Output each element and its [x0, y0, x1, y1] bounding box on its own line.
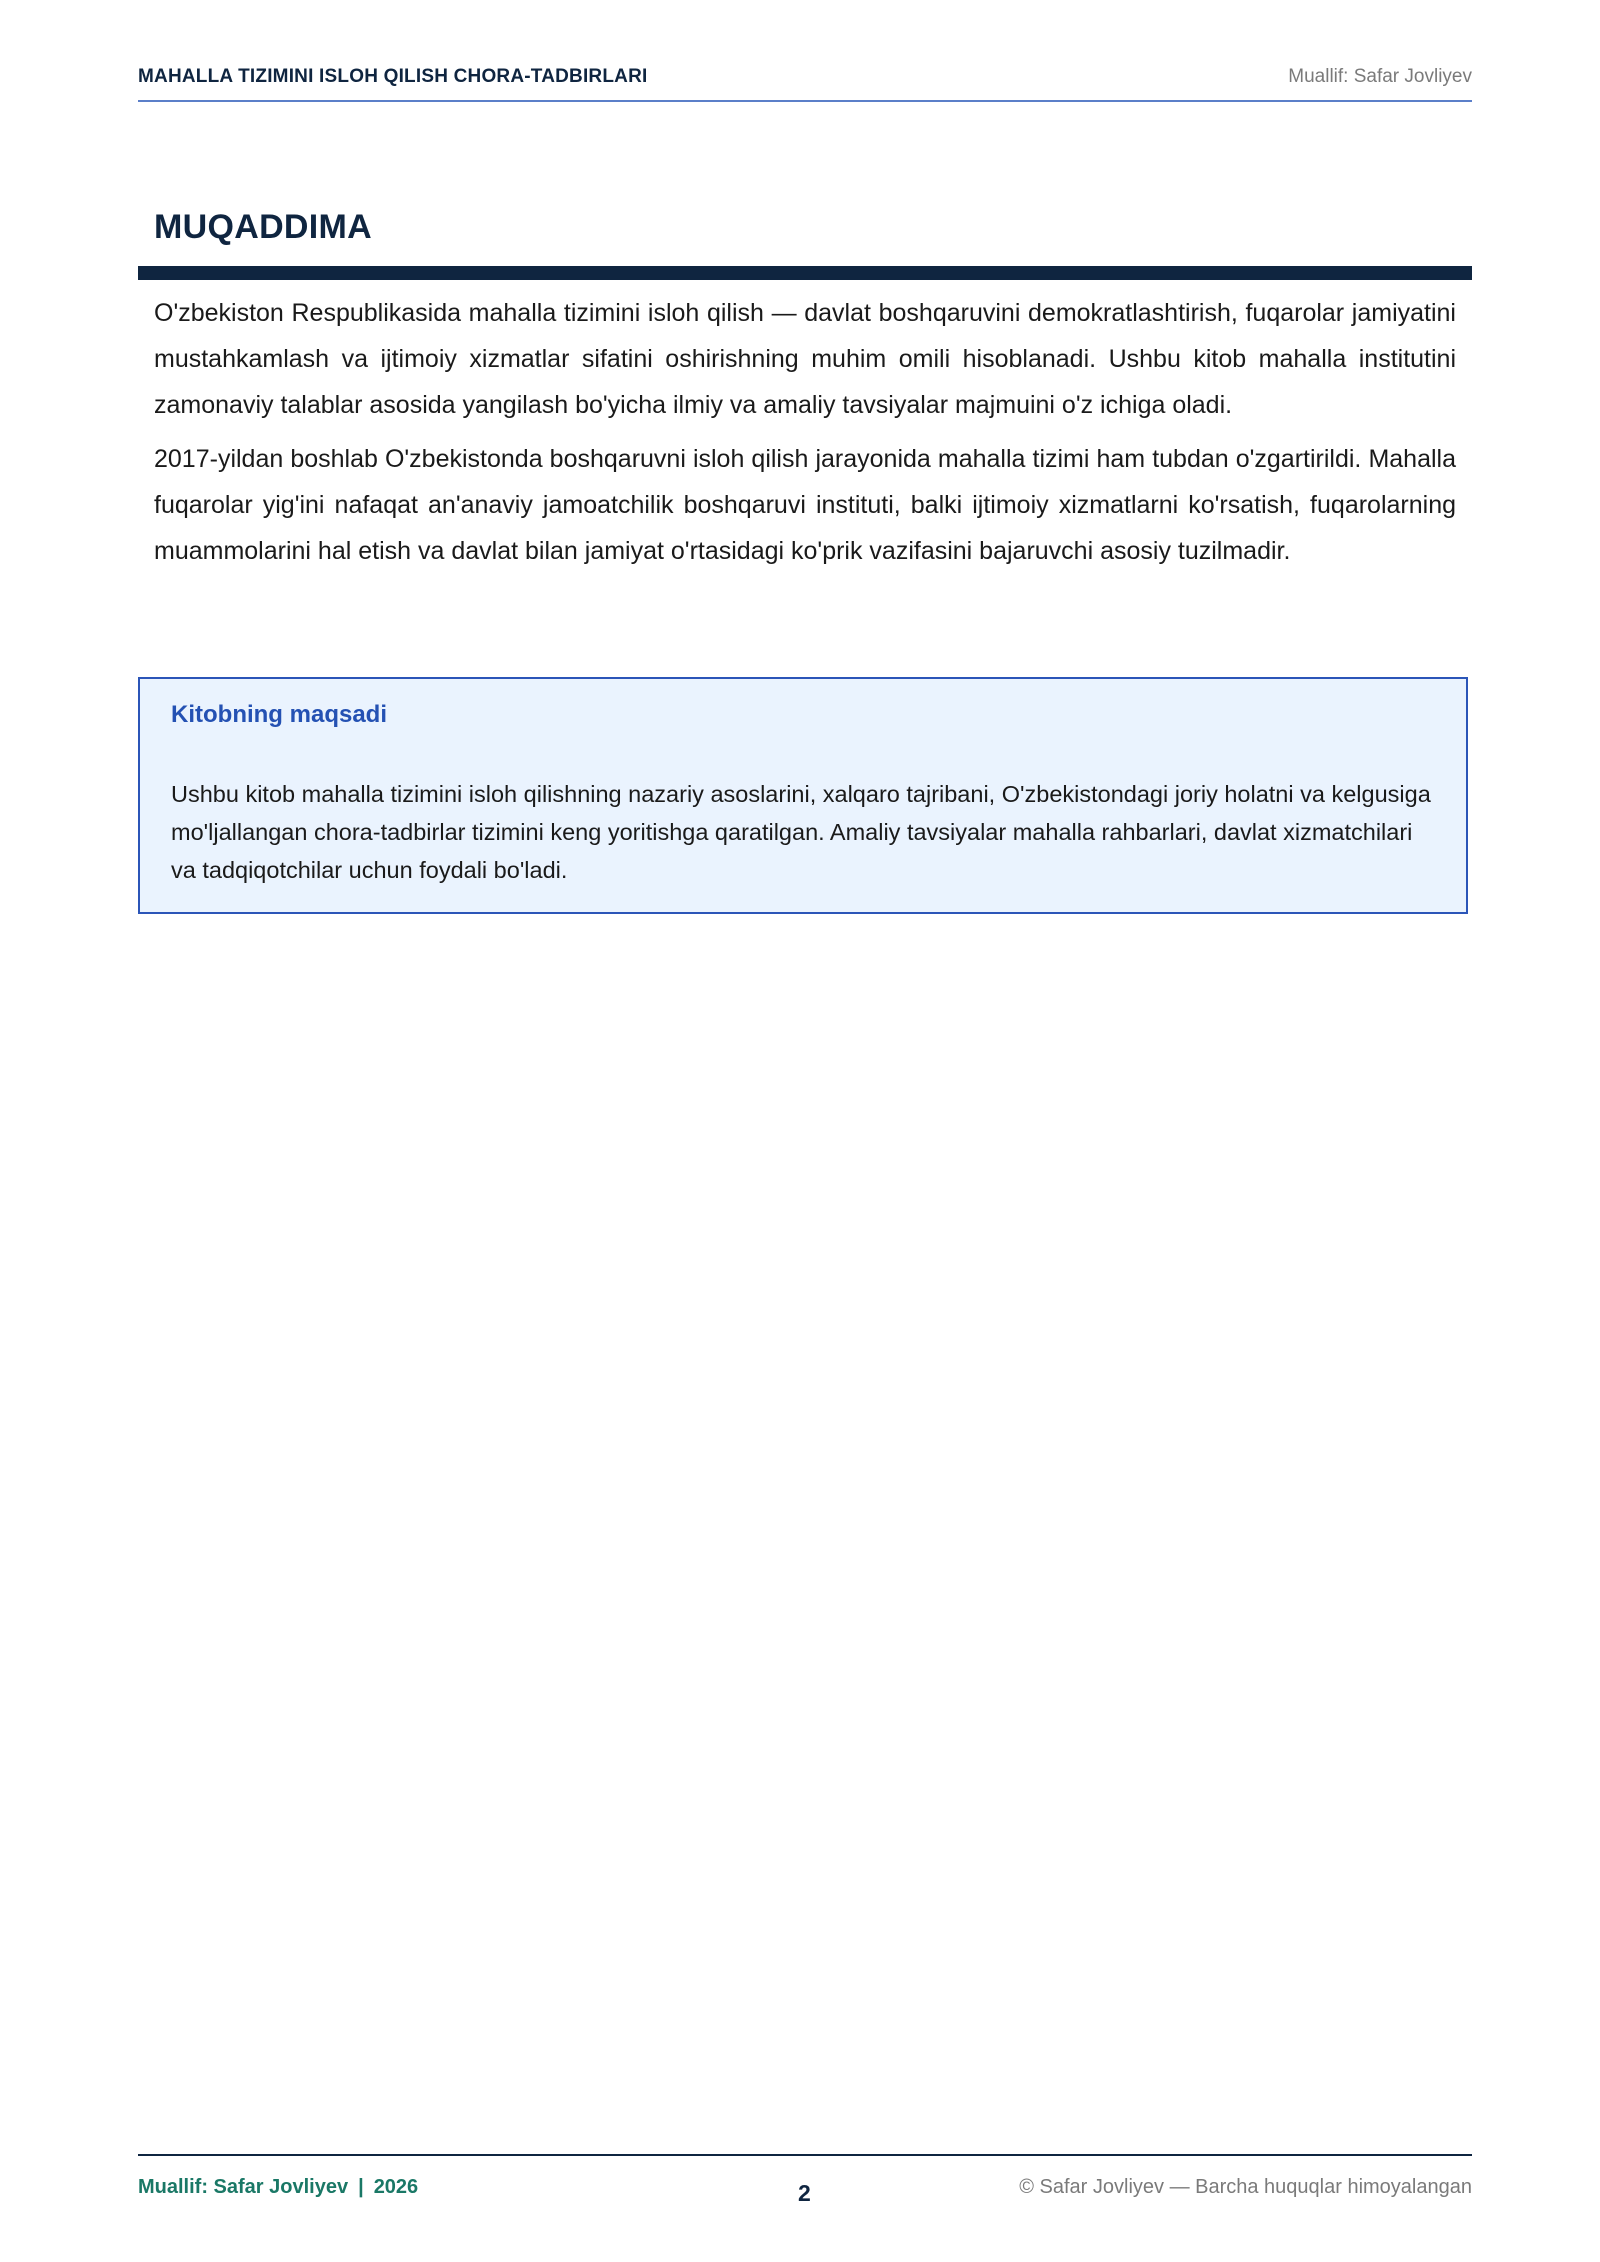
body-text [154, 290, 1456, 582]
header-author: Muallif: Safar Jovliyev [1288, 66, 1472, 87]
page-footer [138, 2154, 1472, 2206]
page-header [138, 62, 1472, 102]
footer-year: 2026 [373, 2176, 419, 2198]
title-rule [138, 266, 1472, 280]
page-number: 2 [798, 2180, 811, 2206]
paragraph: 2017-yildan boshlab O'zbekistonda boshqaruvni isloh qilish jarayonida mahalla tizimi ham tubdan o'zgartirildi. Mahalla fuqarolar yig'ini nafaqat an'anaviy jamoatchilik boshqaruvi instituti, balki ijtimoiy xizmatlarni ko'rsatish, fuqarolarning muammolarini hal etish va davlat bilan jamiyat o'rtasidagi ko'prik vazifasini bajaruvchi asosiy tuzilmadir. [154, 445, 1456, 565]
section-title: MUQADDIMA [154, 208, 373, 246]
footer-separator: | [358, 2176, 364, 2198]
callout-box [138, 677, 1468, 914]
footer-author-year [138, 2176, 418, 2199]
footer-author: Muallif: Safar Jovliyev [138, 2176, 349, 2198]
footer-copyright: © Safar Jovliyev — Barcha huquqlar himoyalangan [1019, 2176, 1472, 2198]
callout-text: Ushbu kitob mahalla tizimini isloh qilishning nazariy asoslarini, xalqaro tajribani, O'zbekistondagi joriy holatni va kelgusiga mo'ljallangan chora-tadbirlar tizimini keng yoritishga qaratilgan. Amaliy tavsiyalar mahalla rahbarlari, davlat xizmatchilari va tadqiqotchilar uchun foydali bo'ladi. [171, 781, 1431, 883]
paragraph: O'zbekiston Respublikasida mahalla tizimini isloh qilish — davlat boshqaruvini demokratlashtirish, fuqarolar jamiyatini mustahkamlash va ijtimoiy xizmatlar sifatini oshirishning muhim omili hisoblanadi. Ushbu kitob mahalla institutini zamonaviy talablar asosida yangilash bo'yicha ilmiy va amaliy tavsiyalar majmuini o'z ichiga oladi. [154, 299, 1456, 419]
running-title: MAHALLA TIZIMINI ISLOH QILISH CHORA-TADBIRLARI [138, 66, 648, 87]
callout-title: Kitobning maqsadi [171, 701, 387, 728]
